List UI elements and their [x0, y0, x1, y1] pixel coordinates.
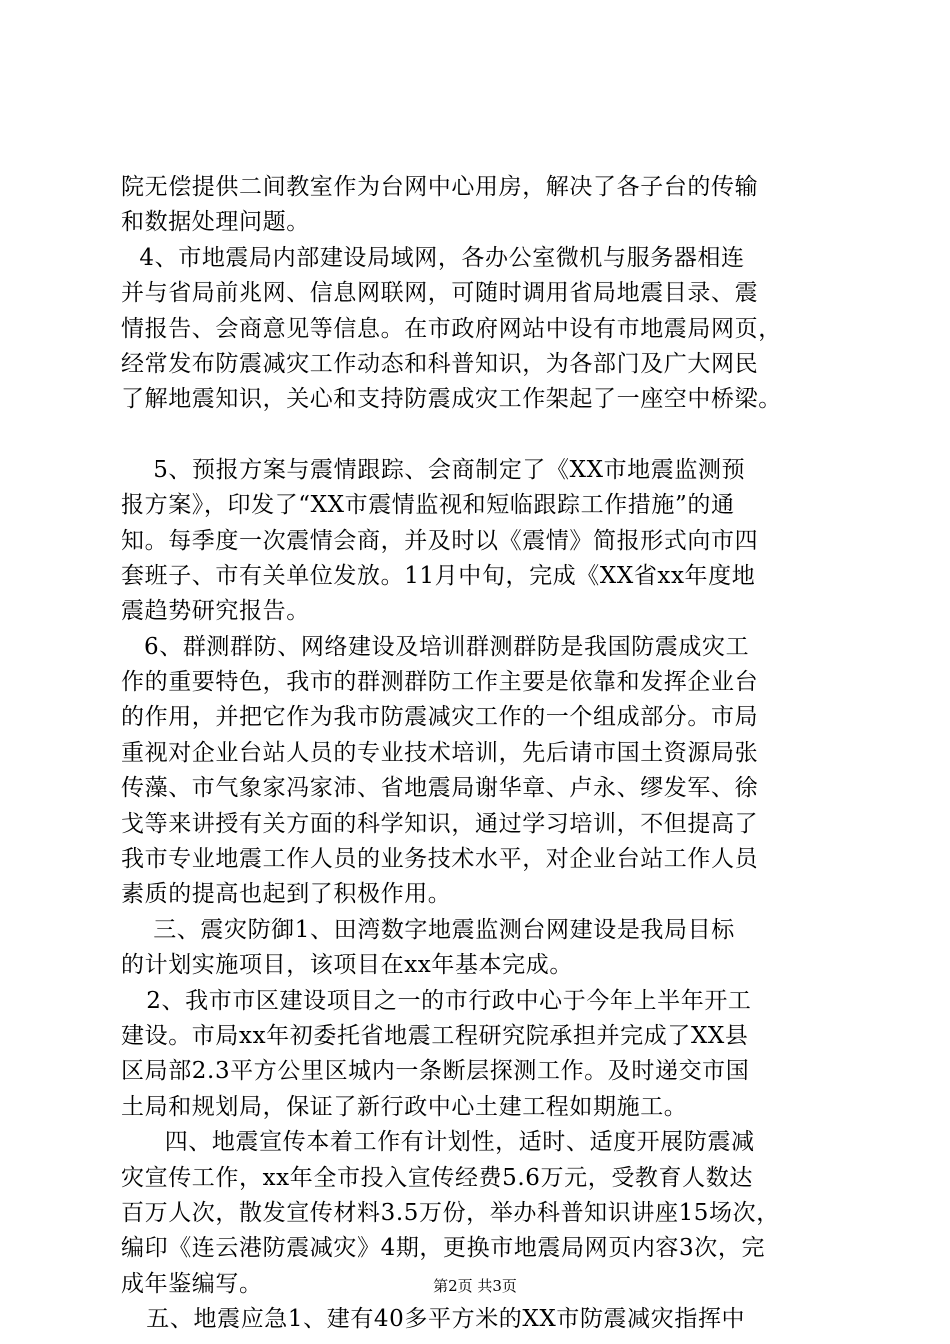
text-line: 6、群测群防、网络建设及培训群测群防是我国防震成灾工	[144, 633, 750, 660]
text-line: 报方案》，印发了“XX市震情监视和短临跟踪工作措施”的通	[121, 492, 735, 519]
text-line: 四、地震宣传本着工作有计划性，适时、适度开展防震减	[164, 1129, 755, 1156]
paragraph	[121, 1302, 833, 1337]
text-line: 五、地震应急1、建有40多平方米的XX市防震减灾指挥中	[146, 1306, 746, 1333]
paragraph	[121, 984, 833, 1126]
text-line: 的计划实施项目，该项目在xx年基本完成。	[121, 952, 573, 979]
text-line: 我市专业地震工作人员的业务技术水平，对企业台站工作人员	[121, 846, 759, 873]
text-line: 了解地震知识，关心和支持防震成灾工作架起了一座空中桥梁。	[121, 386, 782, 413]
paragraph	[121, 170, 833, 241]
text-line: 知。每季度一次震情会商，并及时以《震情》简报形式向市四	[121, 527, 759, 554]
text-line: 重视对企业台站人员的专业技术培训，先后请市国土资源局张	[121, 739, 759, 766]
text-line: 情报告、会商意见等信息。在市政府网站中设有市地震局网页，	[121, 315, 782, 342]
paragraph	[121, 913, 833, 984]
paragraph-spacer	[121, 418, 833, 453]
text-line: 建设。市局xx年初委托省地震工程研究院承担并完成了XX县	[121, 1022, 749, 1049]
text-line: 经常发布防震减灾工作动态和科普知识，为各部门及广大网民	[121, 350, 759, 377]
text-line: 作的重要特色，我市的群测群防工作主要是依靠和发挥企业台	[121, 669, 759, 696]
text-line: 2、我市市区建设项目之一的市行政中心于今年上半年开工	[146, 987, 752, 1014]
text-line: 4、市地震局内部建设局域网，各办公室微机与服务器相连	[139, 244, 745, 271]
paragraph	[121, 630, 833, 913]
text-line: 套班子、市有关单位发放。11月中旬，完成《XX省xx年度地	[121, 562, 756, 589]
text-line: 的作用，并把它作为我市防震减灾工作的一个组成部分。市局	[121, 704, 759, 731]
text-line: 并与省局前兆网、信息网联网，可随时调用省局地震目录、震	[121, 280, 759, 307]
text-line: 和数据处理问题。	[121, 209, 310, 236]
text-line: 三、震灾防御1、田湾数字地震监测台网建设是我局目标	[153, 916, 735, 943]
text-line: 素质的提高也起到了积极作用。	[121, 881, 452, 908]
text-line: 百万人次，散发宣传材料3.5万份，举办科普知识讲座15场次，	[121, 1199, 780, 1226]
text-line: 5、预报方案与震情跟踪、会商制定了《XX市地震监测预	[153, 456, 746, 483]
text-line: 震趋势研究报告。	[121, 598, 310, 625]
text-line: 土局和规划局，保证了新行政中心土建工程如期施工。	[121, 1093, 688, 1120]
text-line: 编印《连云港防震减灾》4期，更换市地震局网页内容3次，完	[121, 1235, 766, 1262]
paragraph	[121, 241, 833, 418]
text-line: 院无偿提供二间教室作为台网中心用房，解决了各子台的传输	[121, 174, 759, 200]
document-body	[121, 170, 833, 1338]
text-line: 传藻、市气象家冯家沛、省地震局谢华章、卢永、缪发军、徐	[121, 775, 759, 802]
text-line: 区局部2.3平方公里区城内一条断层探测工作。及时递交市国	[121, 1058, 750, 1085]
text-line: 灾宣传工作，xx年全市投入宣传经费5.6万元，受教育人数达	[121, 1164, 753, 1191]
page-footer: 第2页 共3页	[433, 1277, 517, 1295]
text-line: 戈等来讲授有关方面的科学知识，通过学习培训，不但提高了	[121, 810, 759, 837]
text-line: 成年鉴编写。	[121, 1270, 263, 1297]
paragraph	[121, 453, 833, 630]
